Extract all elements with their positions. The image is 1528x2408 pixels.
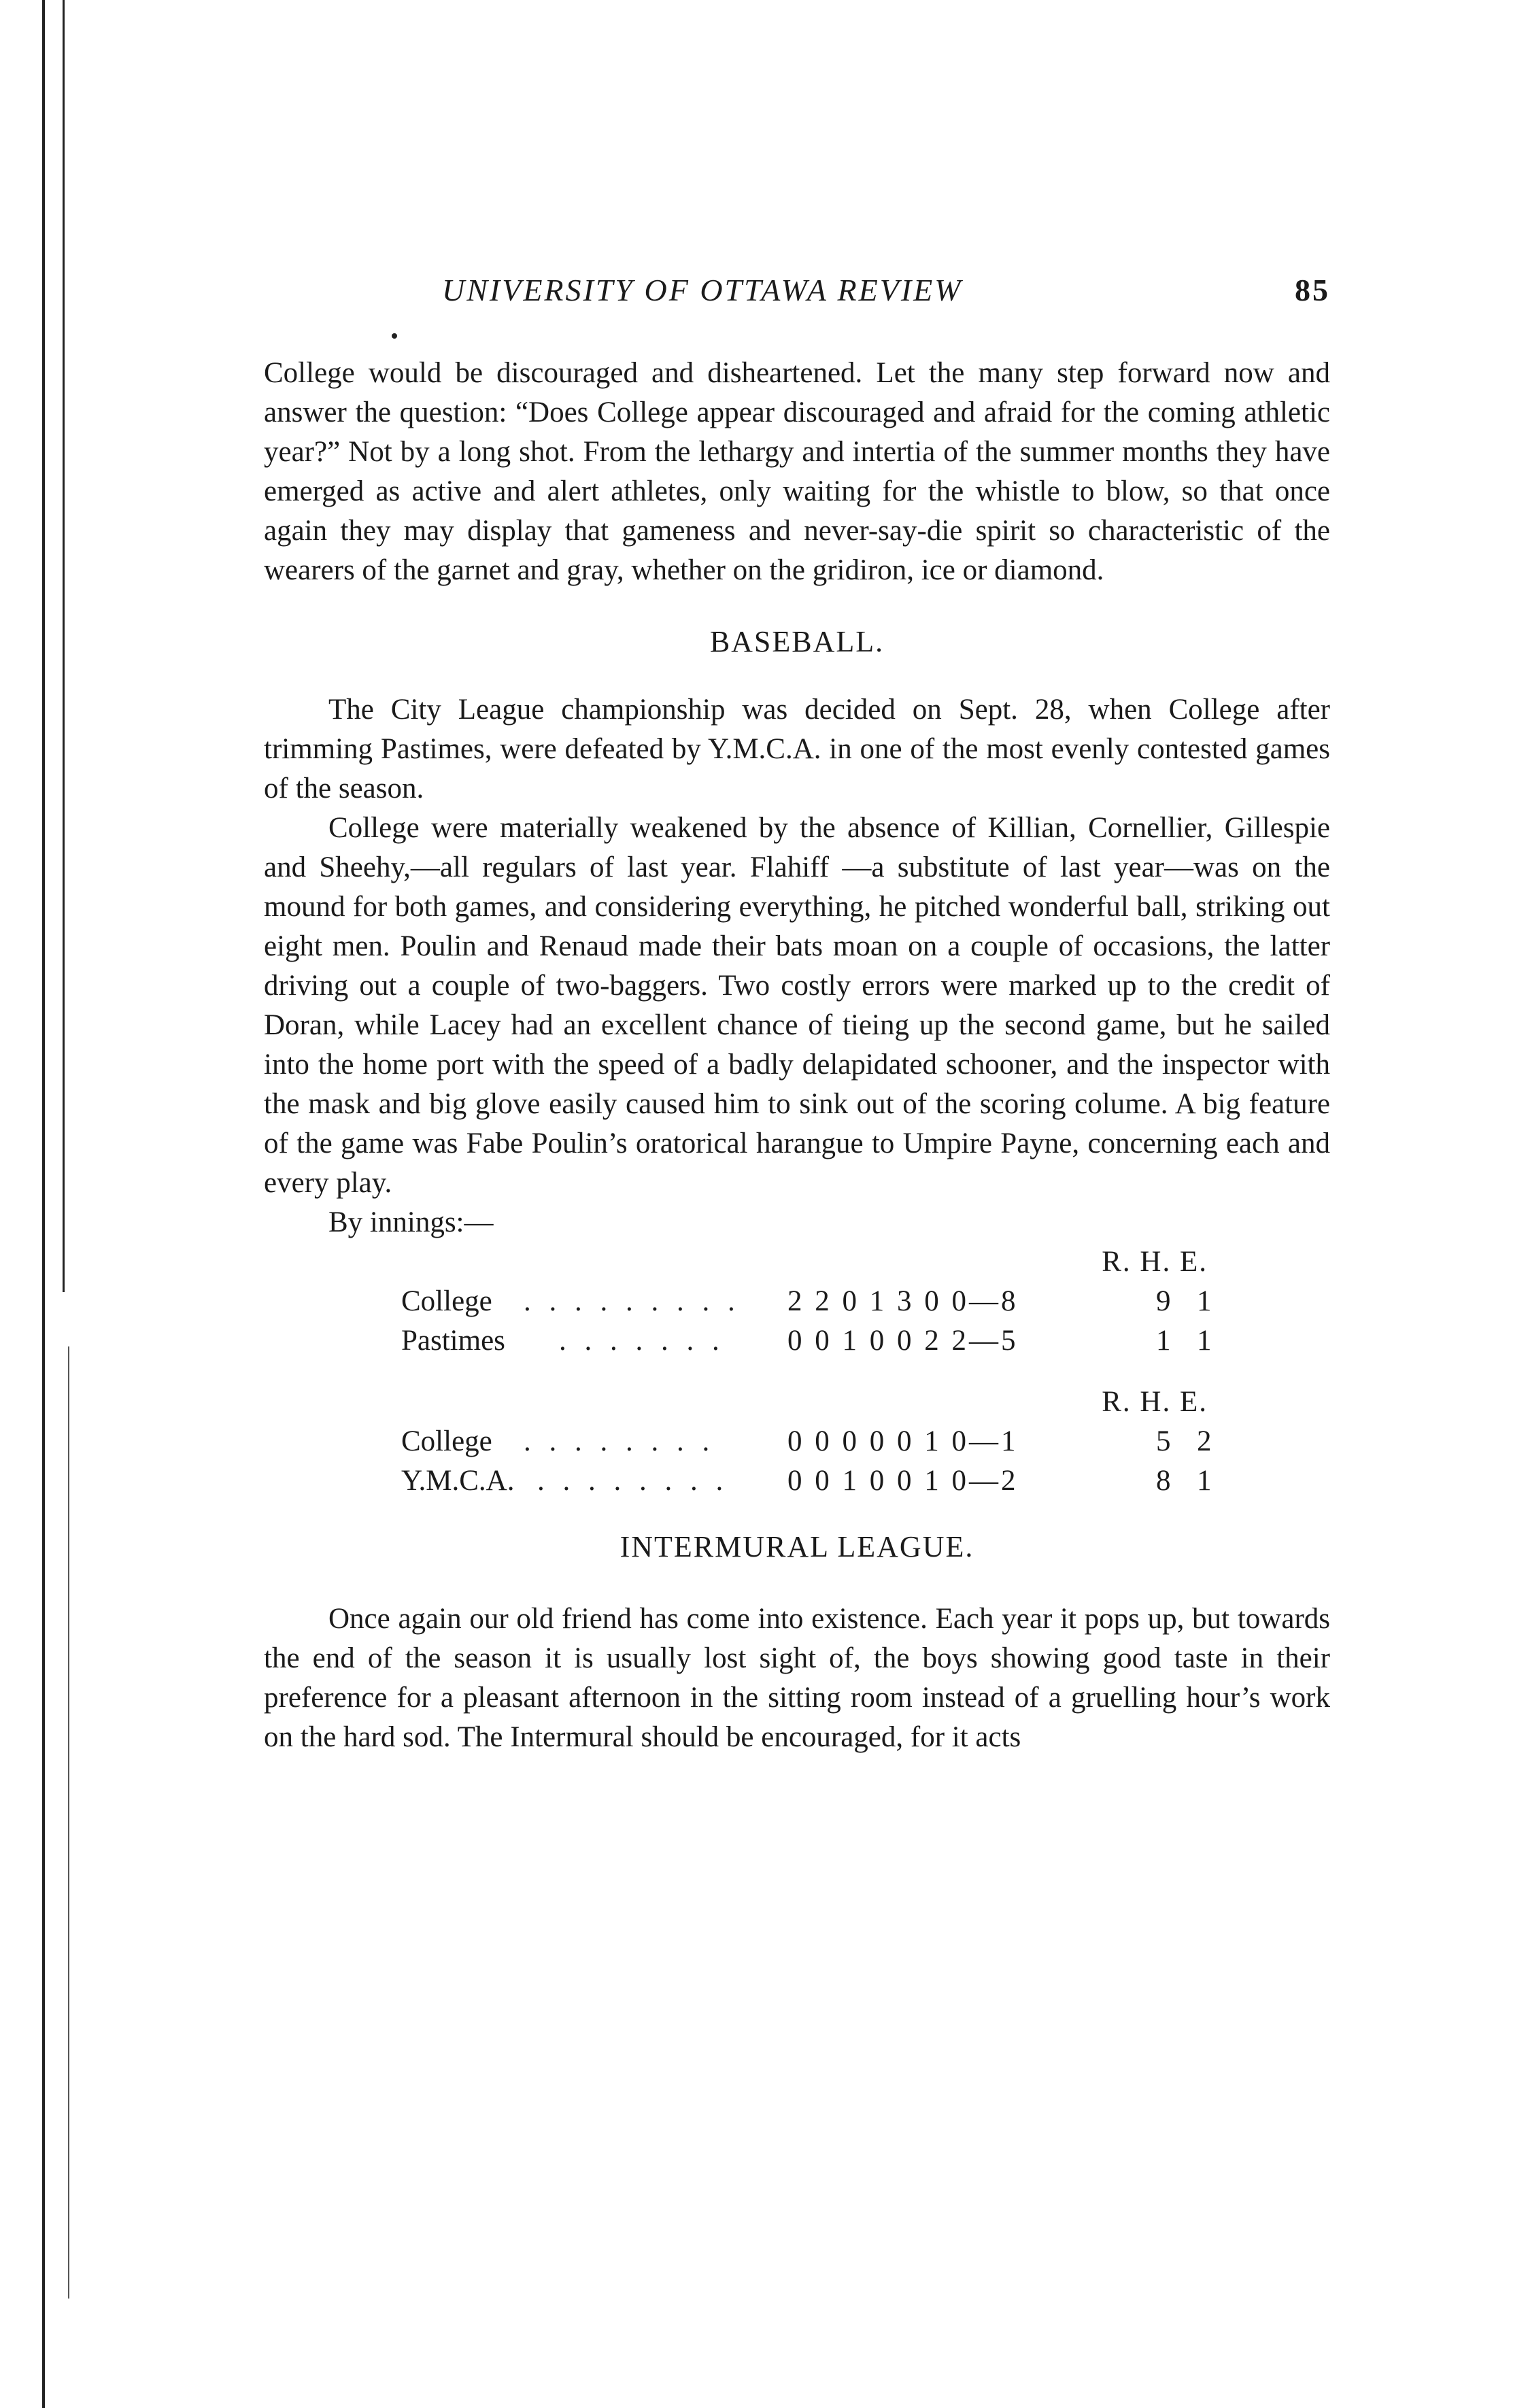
section-heading-intermural: INTERMURAL LEAGUE. [619, 1530, 974, 1563]
team-name: College [401, 1425, 492, 1457]
stray-mark [392, 333, 397, 339]
innings-line: 0 0 0 0 0 1 0—1 [787, 1425, 1019, 1457]
baseball-paragraph-1: The City League championship was decided on Sept. 28, when College after trimming Pastimes, were defeated by Y.M.C.A. in one of the most evenly contested games of the season. [264, 694, 1330, 804]
rhe-header: R. H. E. [1102, 1386, 1208, 1418]
dot-leader: . . . . . . . . [524, 1425, 715, 1457]
team-name: College [401, 1285, 492, 1317]
page [264, 272, 1330, 1757]
dot-leader: . . . . . . . [559, 1325, 725, 1357]
innings-line: 0 0 1 0 0 1 0—2 [787, 1465, 1019, 1497]
binding-rule [42, 0, 45, 2408]
baseball-paragraph-2: College were materially weakened by the absence of Killian, Cornellier, Gillespie and Sheehy,—all regulars of last year. Flahiff —a substitute of last year—was on the mound for both games, and considering everything, he pitched wonderful ball, striking out eight men. Poulin and Renaud made their bats moan on a couple of occasions, the latter driving out a couple of two-baggers. Two costly errors were marked up to the credit of Doran, while Lacey had an excellent chance of tieing up the second game, but he sailed into the home port with the speed of a badly delapidated schooner, and the inspector with the mask and big glove easily caused him to sink out of the scoring colume. A big feature of the game was Fabe Poulin’s oratorical harangue to Umpire Payne, concerning each and every play. [264, 812, 1330, 1199]
box-score-game-1 [401, 1242, 1212, 1361]
errors: 1 [1197, 1465, 1212, 1497]
binding-rule [68, 1346, 69, 2299]
errors: 1 [1197, 1325, 1212, 1357]
box-score-row [401, 1461, 1212, 1501]
errors: 2 [1197, 1425, 1212, 1457]
innings-label: By innings:— [328, 1206, 494, 1238]
team-name: Y.M.C.A. [401, 1465, 515, 1497]
journal-title: UNIVERSITY OF OTTAWA REVIEW [442, 273, 963, 307]
page-number: 85 [1295, 273, 1330, 307]
box-score-game-2 [401, 1383, 1212, 1501]
hits: 9 [1156, 1285, 1171, 1317]
box-score-row [401, 1282, 1212, 1321]
team-name: Pastimes [401, 1325, 505, 1357]
binding-edge [0, 0, 82, 2408]
hits: 5 [1156, 1425, 1171, 1457]
innings-line: 0 0 1 0 0 2 2—5 [787, 1325, 1019, 1357]
dot-leader: . . . . . . . . [537, 1465, 729, 1497]
opening-paragraph: College would be discouraged and disheartened. Let the many step forward now and answer the question: “Does College appear discouraged and afraid for the coming athletic year?” Not by a long shot. From the lethargy and intertia of the summer months they have emerged as active and alert athletes, only waiting for the whistle to blow, so that once again they may display that gameness and never-say-die spirit so characteristic of the wearers of the garnet and gray, whether on the gridiron, ice or diamond. [264, 357, 1330, 586]
rhe-header: R. H. E. [1102, 1246, 1208, 1278]
binding-rule [63, 0, 65, 1292]
box-score-row [401, 1422, 1212, 1461]
running-head [264, 272, 1330, 316]
box-score-row [401, 1321, 1212, 1361]
hits: 1 [1156, 1325, 1171, 1357]
errors: 1 [1197, 1285, 1212, 1317]
hits: 8 [1156, 1465, 1171, 1497]
innings-line: 2 2 0 1 3 0 0—8 [787, 1285, 1019, 1317]
section-heading-baseball: BASEBALL. [709, 625, 885, 658]
dot-leader: . . . . . . . . . [524, 1285, 741, 1317]
intermural-paragraph-1: Once again our old friend has come into existence. Each year it pops up, but towards the end of the season it is usually lost sight of, the boys showing good taste in their preference for a pleasant afternoon in the sitting room instead of a gruelling hour’s work on the hard sod. The Intermural should be encouraged, for it acts [264, 1603, 1330, 1753]
